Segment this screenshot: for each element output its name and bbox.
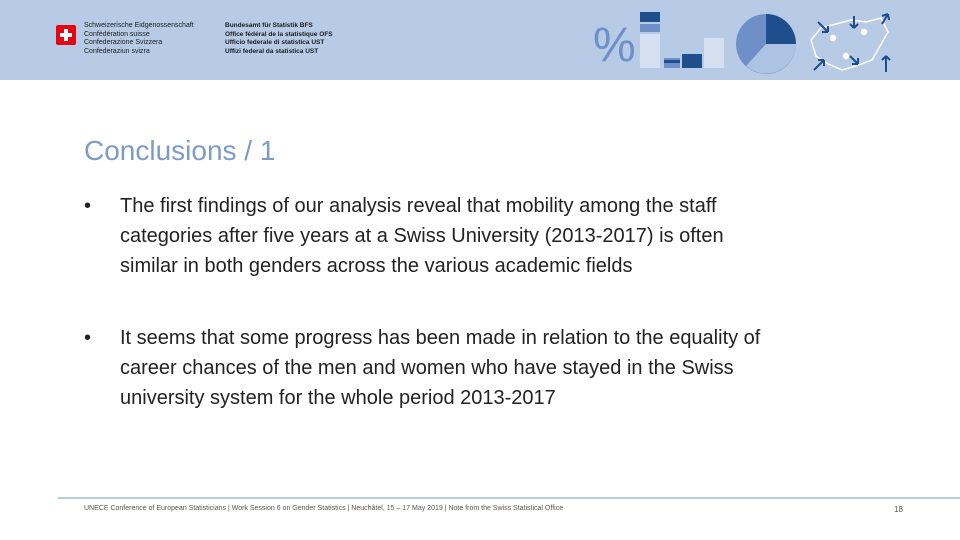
bullet-line: career chances of the men and women who have stayed in the Swiss — [120, 357, 734, 379]
slide-title: Conclusions / 1 — [84, 135, 276, 166]
bullet-text — [120, 191, 910, 281]
header-decoration — [636, 10, 896, 78]
bar-chart-icon — [640, 12, 724, 68]
office-name-it: Ufficio federale di statistica UST — [225, 39, 325, 46]
swiss-flag-icon — [56, 25, 76, 45]
bullet-line: similar in both genders across the various academic fields — [120, 255, 633, 277]
office-names — [225, 22, 333, 56]
footer-divider — [58, 497, 960, 499]
page-number: 18 — [894, 505, 903, 514]
bullet-marker: • — [84, 195, 92, 217]
confederation-names — [84, 22, 194, 56]
confederation-name-fr: Confédération suisse — [84, 30, 150, 38]
bullet-marker: • — [84, 327, 92, 349]
confederation-name-it: Confederazione Svizzera — [84, 39, 163, 46]
bullet-text — [120, 323, 910, 413]
office-name-fr: Office fédéral de la statistique OFS — [225, 30, 333, 38]
footer-text: UNECE Conference of European Statisticians | Work Session 6 on Gender Statistics | Neuchâtel, 15 – 17 May 2019 | Note from the Swiss Statistical Office — [84, 505, 564, 512]
bullet-line: university system for the whole period 2013-2017 — [120, 387, 556, 409]
arrows-icon — [814, 14, 890, 72]
pie-chart-icon — [736, 14, 796, 74]
bullet-line: categories after five years at a Swiss University (2013-2017) is often — [120, 225, 724, 247]
confederation-name-de: Schweizerische Eidgenossenschaft — [84, 22, 194, 29]
header-band — [0, 0, 960, 80]
office-name-de: Bundesamt für Statistik BFS — [225, 22, 313, 29]
confederation-name-rm: Confederaziun svizra — [84, 47, 150, 55]
office-name-rm: Uffizi federal da statistica UST — [225, 47, 319, 55]
bullet-line: It seems that some progress has been made in relation to the equality of — [120, 327, 761, 349]
bullet-line: The first findings of our analysis reveal that mobility among the staff — [120, 195, 717, 217]
percent-icon: % — [593, 19, 636, 72]
